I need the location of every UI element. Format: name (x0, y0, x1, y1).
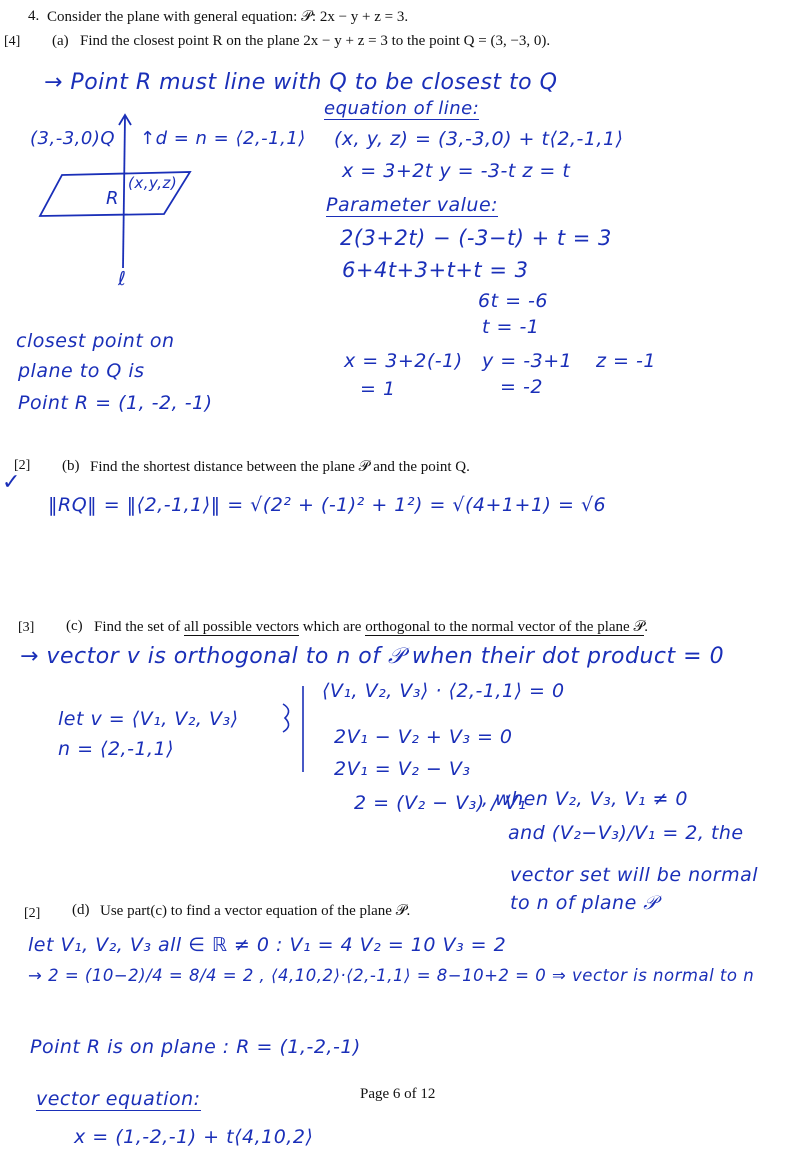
part-a-label: (a) (52, 33, 69, 49)
z-value: z = -1 (596, 350, 656, 372)
part-c-let-n: n = ⟨2,-1,1⟩ (58, 738, 175, 760)
y-value-result: = -2 (500, 376, 543, 398)
part-b-check: ✓ (2, 470, 21, 495)
sketch-xyz-label: (x,y,z) (128, 174, 178, 192)
conclusion-line-2: plane to Q is (18, 360, 145, 382)
part-d-line-1: let V₁, V₂, V₃ all ∈ ℝ ≠ 0 : V₁ = 4 V₂ = 10 V₃ = 2 (28, 934, 507, 956)
part-a-question: Find the closest point R on the plane 2x − y + z = 3 to the point Q = (3, −3, 0). (80, 33, 551, 49)
part-c-normal-to: to n of plane 𝒫 (510, 892, 658, 914)
part-c-dot-2: 2V₁ − V₂ + V₃ = 0 (334, 726, 513, 748)
parameter-title: Parameter value: (326, 194, 499, 216)
sketch-plane (40, 172, 190, 216)
part-a-intro: → Point R must line with Q to be closest to Q (44, 70, 558, 95)
part-c-when: , when V₂, V₃, V₁ ≠ 0 (482, 788, 689, 810)
part-c-text-mid: which are (298, 619, 366, 635)
conclusion-line-1: closest point on (16, 330, 175, 352)
param-step-3: 6t = -6 (478, 290, 548, 312)
line-equation-param: x = 3+2t y = -3-t z = t (342, 160, 571, 182)
param-step-4: t = -1 (482, 316, 540, 338)
part-c-intro: → vector v is orthogonal to n of 𝒫 when their dot product = 0 (20, 644, 725, 669)
y-value-step: y = -3+1 (482, 350, 573, 372)
sketch-line-label: ℓ (118, 268, 127, 290)
sketch-r-label: R (106, 188, 120, 209)
line-equation-title: equation of line: (324, 98, 480, 119)
conclusion-line-3: Point R = (1, -2, -1) (18, 392, 213, 414)
part-d-line-4: vector equation: (36, 1088, 201, 1110)
part-c-dot-1: ⟨V₁, V₂, V₃⟩ · ⟨2,-1,1⟩ = 0 (322, 680, 565, 702)
part-c-and: and (V₂−V₃)/V₁ = 2, the (508, 822, 744, 844)
line-equation-vector: (x, y, z) = (3,-3,0) + t⟨2,-1,1⟩ (334, 128, 624, 150)
part-c-dot-4: 2 = (V₂ − V₃) / V₁ (354, 792, 527, 814)
part-d-question: Use part(c) to find a vector equation of the plane 𝒫. (100, 903, 411, 919)
part-c-underline-2: orthogonal to the normal vector of the plane 𝒫 (365, 619, 645, 635)
question-number: 4. (28, 8, 40, 24)
x-value-step: x = 3+2(-1) (344, 350, 463, 372)
part-c-underline-1: all possible vectors (184, 619, 299, 635)
sketch-direction-label: ↑d = n = ⟨2,-1,1⟩ (140, 128, 306, 149)
x-value-result: = 1 (360, 378, 396, 400)
question-stem: Consider the plane with general equation: 𝒫: 2x − y + z = 3. (47, 9, 409, 25)
part-d-marks: [2] (24, 906, 41, 921)
part-d-label: (d) (72, 902, 90, 918)
part-c-marks: [3] (18, 620, 35, 635)
part-b-distance: ‖RQ‖ = ‖⟨2,-1,1⟩‖ = √(2² + (-1)² + 1²) = √(4+1+1) = √6 (48, 494, 607, 516)
part-d-line-5: x = (1,-2,-1) + t⟨4,10,2⟩ (74, 1126, 314, 1148)
part-c-text-post: . (644, 619, 649, 635)
part-d-line-2: → 2 = (10−2)/4 = 8/4 = 2 , ⟨4,10,2⟩·⟨2,-1,1⟩ = 8−10+2 = 0 ⇒ vector is normal to n (28, 966, 755, 985)
part-c-let-v: let v = ⟨V₁, V₂, V₃⟩ (58, 708, 239, 730)
part-c-dot-3: 2V₁ = V₂ − V₃ (334, 758, 471, 780)
param-step-1: 2(3+2t) − (-3−t) + t = 3 (340, 226, 612, 250)
param-step-2: 6+4t+3+t+t = 3 (342, 258, 529, 282)
part-b-label: (b) (62, 458, 80, 474)
part-b-marks: [2] (14, 458, 31, 473)
sketch-vertical-line (123, 116, 125, 268)
part-c-bracket (283, 704, 289, 732)
part-b-question: Find the shortest distance between the plane 𝒫 and the point Q. (90, 459, 470, 475)
part-c-vector-set: vector set will be normal (510, 864, 758, 886)
part-c-text-pre: Find the set of (94, 619, 184, 635)
sketch-q-label: (3,-3,0)Q (30, 128, 116, 149)
part-c-label: (c) (66, 618, 83, 634)
part-a-marks: [4] (4, 34, 21, 49)
part-d-line-3: Point R is on plane : R = (1,-2,-1) (30, 1036, 361, 1058)
page-number: Page 6 of 12 (360, 1086, 436, 1102)
